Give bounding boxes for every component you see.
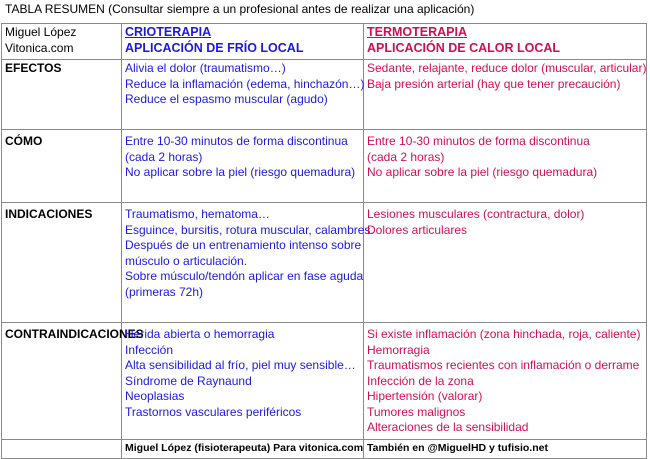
indicaciones-cryo-line: Traumatismo, hematoma… bbox=[125, 207, 270, 221]
contraindicaciones-cryo-line: Alta sensibilidad al frío, piel muy sensible… bbox=[125, 358, 356, 372]
row-como bbox=[2, 130, 647, 203]
como-cryo-line: No aplicar sobre la piel (riesgo quemadura) bbox=[125, 165, 356, 179]
footer-blank-cell bbox=[2, 440, 122, 459]
cryo-subtitle: APLICACIÓN DE FRÍO LOCAL bbox=[125, 40, 304, 55]
indicaciones-cryo-line: músculo o articulación. bbox=[125, 253, 248, 268]
como-cryo-line: (cada 2 horas) bbox=[125, 149, 203, 164]
author-name: Miguel López bbox=[5, 25, 77, 39]
indicaciones-thermo-cell bbox=[364, 203, 647, 323]
page-title: TABLA RESUMEN (Consultar siempre a un profesional antes de realizar una aplicación) bbox=[5, 2, 475, 16]
row-indicaciones bbox=[2, 203, 647, 323]
efectos-cryo-line: Reduce el espasmo muscular (agudo) bbox=[125, 92, 328, 106]
indicaciones-cryo-line: Sobre músculo/tendón aplicar en fase aguda bbox=[125, 269, 364, 283]
efectos-thermo-line: Baja presión arterial (hay que tener precaución) bbox=[367, 76, 621, 91]
contraindicaciones-thermo-line: Si existe inflamación (zona hinchada, roja, caliente) bbox=[367, 327, 641, 341]
efectos-thermo-line: Sedante, relajante, reduce dolor (muscular, articular) bbox=[367, 61, 647, 75]
row-contraindicaciones bbox=[2, 323, 647, 440]
row-label-efectos: EFECTOS bbox=[2, 60, 122, 130]
thermo-subtitle: APLICACIÓN DE CALOR LOCAL bbox=[367, 40, 561, 55]
contraindicaciones-cryo-line: Herida abierta o hemorragia bbox=[125, 327, 275, 341]
contraindicaciones-thermo-cell bbox=[364, 323, 647, 440]
efectos-cryo-cell bbox=[122, 60, 364, 130]
thermo-name: TERMOTERAPIA bbox=[367, 25, 467, 39]
efectos-cryo-line: Alivia el dolor (traumatismo…) bbox=[125, 61, 286, 75]
indicaciones-thermo-line: Dolores articulares bbox=[367, 222, 468, 237]
contraindicaciones-cryo-line: Síndrome de Raynaund bbox=[125, 373, 252, 388]
contraindicaciones-cryo-line: Infección bbox=[125, 342, 174, 357]
efectos-thermo-cell bbox=[364, 60, 647, 130]
indicaciones-cryo-cell bbox=[122, 203, 374, 323]
contraindicaciones-thermo-line: Traumatismos recientes con inflamación o derrame bbox=[367, 358, 640, 372]
indicaciones-cryo-line: Esguince, bursitis, rotura muscular, calambres. bbox=[125, 222, 374, 237]
row-label-indicaciones-text: INDICACIONES bbox=[5, 207, 93, 221]
row-label-como-text: CÓMO bbox=[5, 134, 43, 148]
contraindicaciones-thermo-line: Tumores malignos bbox=[367, 404, 466, 419]
como-cryo-cell bbox=[122, 130, 364, 203]
contraindicaciones-thermo-line: Hipertensión (valorar) bbox=[367, 389, 483, 403]
contraindicaciones-cryo-line: Trastornos vasculares periféricos bbox=[125, 404, 302, 419]
como-thermo-line: Entre 10-30 minutos de forma discontinua bbox=[367, 134, 590, 148]
row-label-indicaciones bbox=[2, 203, 122, 323]
summary-table bbox=[1, 23, 647, 459]
contraindicaciones-thermo-line: Infección de la zona bbox=[367, 373, 474, 388]
como-thermo-line: (cada 2 horas) bbox=[367, 149, 445, 164]
row-efectos bbox=[2, 60, 647, 130]
contraindicaciones-thermo-line: Hemorragia bbox=[367, 342, 430, 357]
como-thermo-line: No aplicar sobre la piel (riesgo quemadura) bbox=[367, 165, 598, 179]
footer-thermo: También en @MiguelHD y tufisio.net bbox=[364, 440, 647, 459]
como-cryo-line: Entre 10-30 minutos de forma discontinua bbox=[125, 134, 348, 148]
cryo-name: CRIOTERAPIA bbox=[125, 25, 212, 39]
contraindicaciones-cryo-line: Neoplasias bbox=[125, 389, 185, 403]
indicaciones-thermo-line: Lesiones musculares (contractura, dolor) bbox=[367, 207, 585, 221]
indicaciones-cryo-line: (primeras 72h) bbox=[125, 284, 204, 299]
indicaciones-cryo-line: Después de un entrenamiento intenso sobre bbox=[125, 238, 362, 252]
contraindicaciones-thermo-line: Alteraciones de la sensibilidad bbox=[367, 420, 529, 434]
thermo-header bbox=[364, 24, 647, 60]
efectos-cryo-line: Reduce la inflamación (edema, hinchazón…) bbox=[125, 76, 365, 91]
header-row bbox=[2, 24, 647, 60]
row-label-contraindicaciones bbox=[2, 323, 144, 440]
como-thermo-cell bbox=[364, 130, 647, 203]
author-cell bbox=[2, 24, 122, 60]
row-label-como bbox=[2, 130, 122, 203]
cryo-header bbox=[122, 24, 364, 60]
row-label-contraindicaciones-text: CONTRAINDICACIONES bbox=[5, 327, 144, 341]
author-site: Vitonica.com bbox=[5, 40, 74, 55]
footer-row bbox=[2, 440, 647, 459]
contraindicaciones-cryo-cell bbox=[122, 323, 364, 440]
footer-cryo: Miguel López (fisioterapeuta) Para vitonica.com bbox=[122, 440, 364, 459]
